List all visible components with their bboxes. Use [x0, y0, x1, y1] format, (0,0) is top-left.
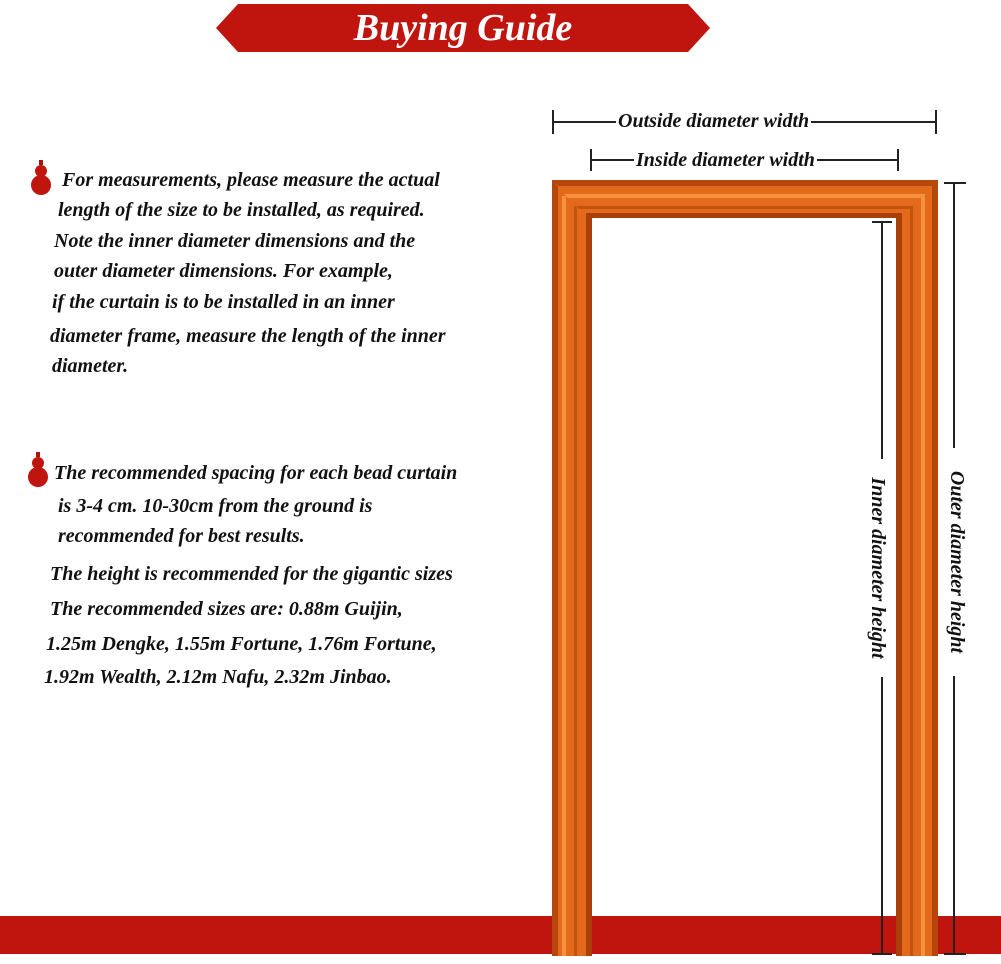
- instruction-line: if the curtain is to be installed in an inner: [52, 291, 395, 313]
- recommendation-line: The recommended spacing for each bead curtain: [54, 462, 458, 484]
- gourd-icon: [28, 160, 54, 196]
- instruction-line: Note the inner diameter dimensions and the: [54, 230, 416, 252]
- instruction-line: diameter.: [52, 355, 129, 377]
- inner-height-label: Inner diameter height: [866, 459, 890, 677]
- banner-title: Buying Guide: [353, 7, 573, 49]
- recommendation-line: recommended for best results.: [58, 525, 305, 547]
- recommendation-line: 1.25m Dengke, 1.55m Fortune, 1.76m Fortune,: [46, 633, 437, 655]
- recommendation-line: 1.92m Wealth, 2.12m Nafu, 2.32m Jinbao.: [44, 666, 392, 688]
- instruction-line: For measurements, please measure the actual: [62, 169, 440, 191]
- recommendation-line: The height is recommended for the gigantic sizes: [50, 563, 453, 585]
- recommendation-line: is 3-4 cm. 10-30cm from the ground is: [58, 495, 373, 517]
- instruction-line: diameter frame, measure the length of the inner: [50, 325, 446, 347]
- instruction-line: length of the size to be installed, as required.: [58, 199, 425, 221]
- inside-width-label: Inside diameter width: [636, 149, 815, 171]
- outside-width-label: Outside diameter width: [618, 110, 810, 132]
- recommendation-line: The recommended sizes are: 0.88m Guijin,: [50, 598, 403, 620]
- gourd-icon: [25, 452, 51, 488]
- outer-height-label: Outer diameter height: [945, 448, 969, 676]
- instruction-line: outer diameter dimensions. For example,: [54, 260, 393, 282]
